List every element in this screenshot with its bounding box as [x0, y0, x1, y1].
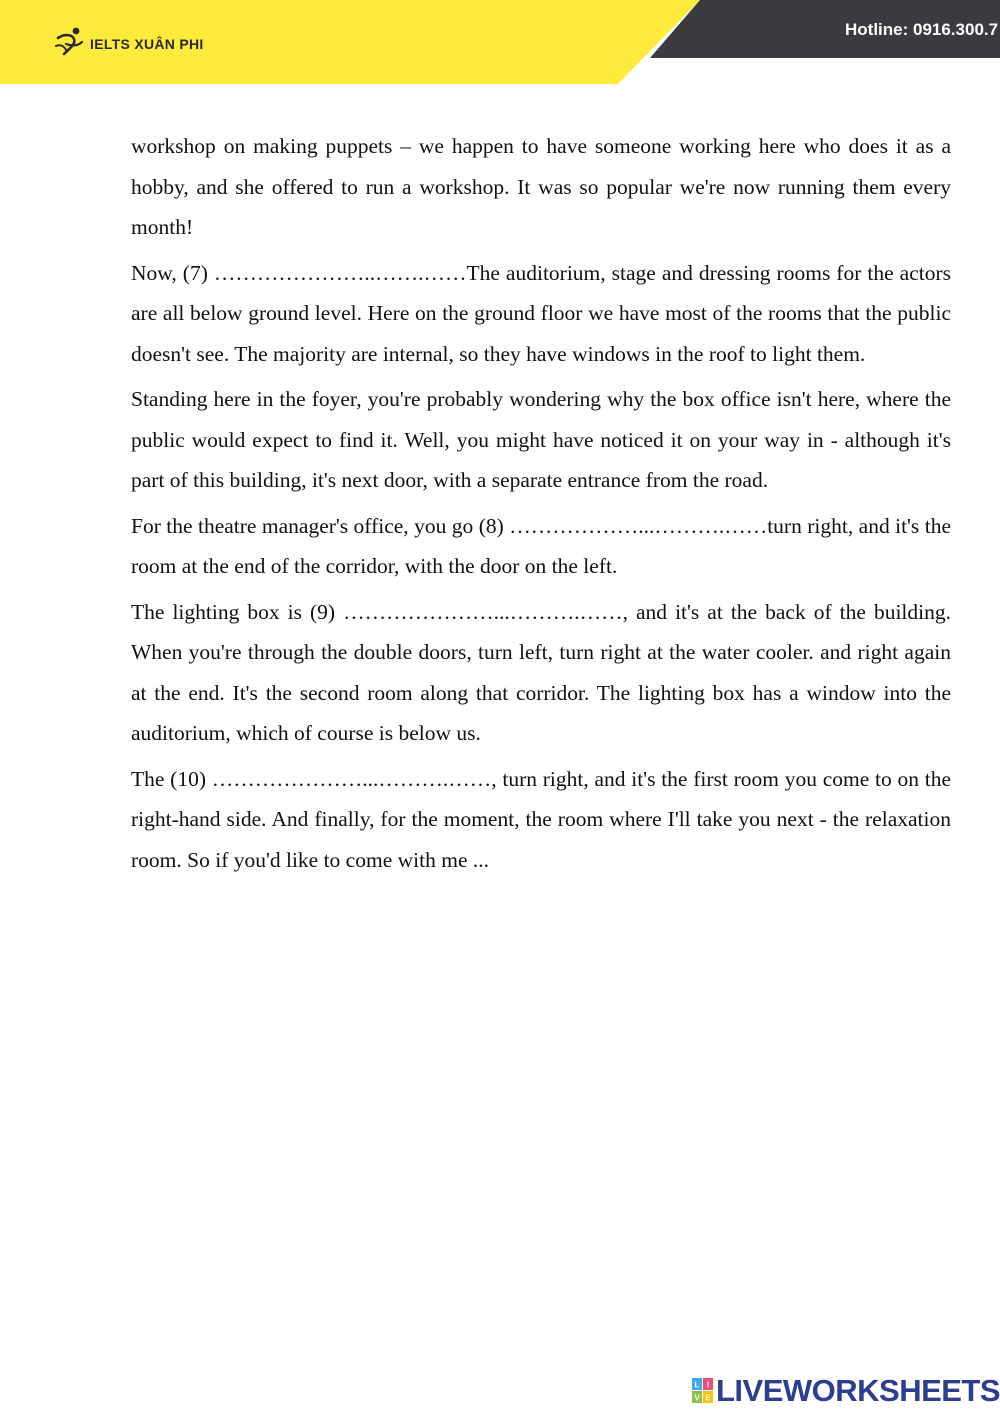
paragraph-text: Standing here in the foyer, you're probably wondering why the box office isn't here, where the public would expect to find it. Well, you might have noticed it on your way in - although it's part of this building, it's next door, with a separate entrance from the road. [131, 387, 951, 492]
paragraph-q9 [131, 592, 951, 754]
liveworksheets-logo-icon [692, 1378, 714, 1404]
paragraph-text: workshop on making puppets – we happen to have someone working here who does it as a hobby, and she offered to run a workshop. It was so popular we're now running them every month! [131, 134, 951, 239]
paragraph-text: The (10) [131, 766, 212, 791]
svg-text:V: V [694, 1393, 700, 1403]
runner-logo-icon [52, 24, 88, 60]
answer-blank-9[interactable]: …………………...……….…… [343, 599, 623, 624]
liveworksheets-watermark [692, 1373, 1000, 1409]
paragraph-text: The auditorium, stage and dressing rooms for the actors are all below ground level. Here on the ground floor we have most of the rooms that the public doesn't see. The majority are internal, so they have windows in the roof to light them. [131, 260, 951, 366]
watermark-text: LIVEWORKSHEETS [716, 1373, 1000, 1408]
answer-blank-8[interactable]: ………………...……….…… [509, 513, 768, 538]
paragraph-foyer [131, 379, 951, 501]
paragraph-text: Now, (7) [131, 260, 214, 285]
paragraph-intro [131, 126, 951, 248]
paragraph-text: , and it's at the back of the building. When you're through the double doors, turn left, turn right at the water cooler. and right again at the end. It's the second room along that corridor. The lighting box has a window into the auditorium, which of course is below us. [131, 599, 951, 745]
paragraph-text: For the theatre manager's office, you go (8) [131, 513, 510, 538]
page-header [0, 0, 1000, 84]
document-body [131, 126, 951, 885]
paragraph-q7 [131, 253, 951, 375]
paragraph-text: , turn right, and it's the first room you come to on the right-hand side. And finally, for the moment, the room where I'll take you next - the relaxation room. So if you'd like to come with me ... [131, 766, 951, 872]
brand-name: IELTS XUÂN PHI [90, 36, 204, 52]
hotline-text: Hotline: 0916.300.7 [845, 20, 999, 39]
answer-blank-10[interactable]: …………………...……….…… [211, 766, 492, 791]
paragraph-text: The lighting box is (9) [131, 599, 344, 624]
paragraph-q10 [131, 759, 951, 881]
paragraph-text: turn right, and it's the room at the end of the corridor, with the door on the left. [131, 513, 951, 578]
svg-text:E: E [705, 1393, 711, 1403]
svg-text:I: I [706, 1380, 710, 1390]
brand-logo [52, 24, 204, 60]
answer-blank-7[interactable]: …………………..…….…… [213, 260, 467, 285]
svg-text:L: L [694, 1380, 700, 1390]
paragraph-q8 [131, 506, 951, 587]
